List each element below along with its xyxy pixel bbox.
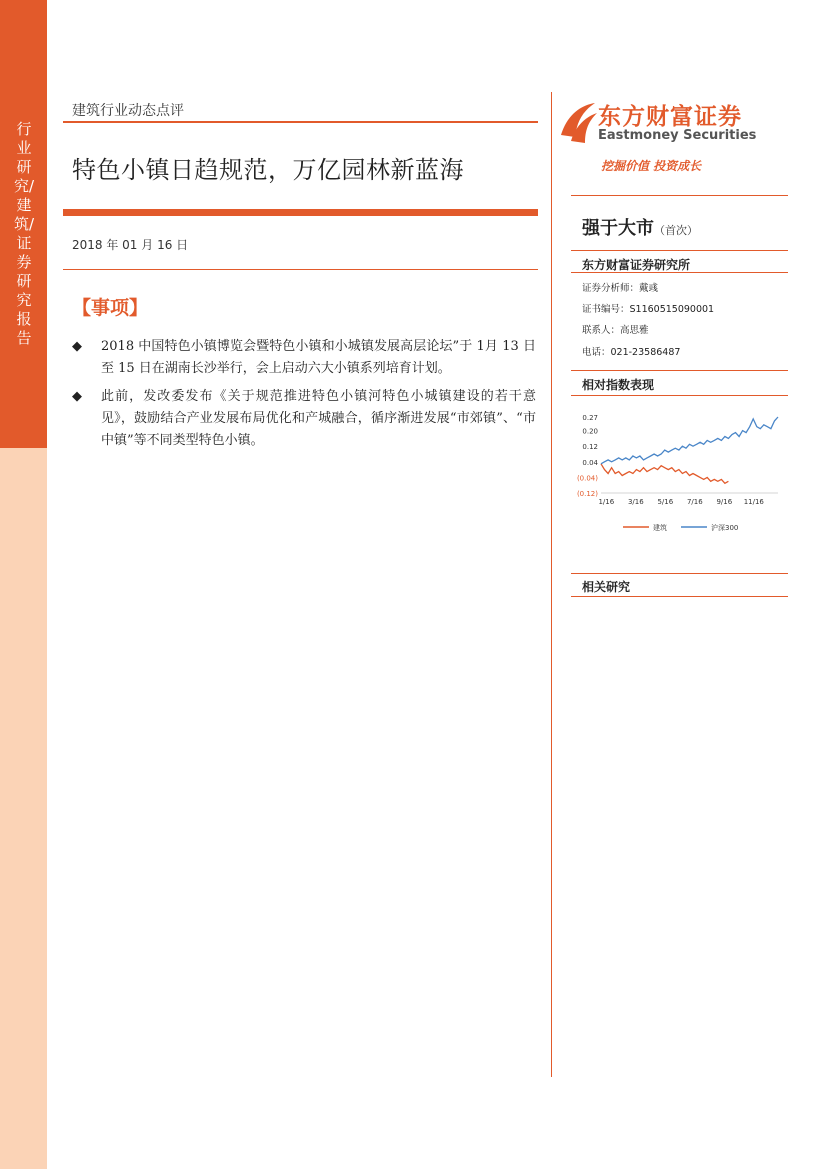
y-tick-label: (0.04)	[576, 474, 598, 483]
cert-no: 证书编号：S1160515090001	[582, 304, 715, 315]
sidebar-band-light	[0, 448, 47, 1169]
contact: 联系人：高思雅	[582, 325, 649, 336]
x-tick-label: 9/16	[716, 498, 733, 506]
list-item	[72, 386, 536, 452]
right-rule	[571, 596, 788, 597]
section-title: 【事项】	[72, 297, 149, 319]
rating-value: 强于大市	[582, 218, 654, 239]
bullet-text: 此前，发改委发布《关于规范推进特色小镇河特色小城镇建设的若干意见》，鼓励结合产业发展布局优化和产城融合，循序渐进发展“市郊镇”、“市中镇”等不同类型特色小镇。	[101, 389, 536, 448]
chart-section-title: 相对指数表现	[582, 378, 655, 392]
x-tick-label: 1/16	[598, 498, 615, 506]
right-rule	[571, 250, 788, 251]
y-tick-label: 0.20	[582, 427, 598, 436]
related-section-title: 相关研究	[582, 580, 631, 594]
report-date: 2018 年 01 月 16 日	[72, 238, 189, 252]
legend-label: 沪深300	[711, 524, 739, 532]
x-tick-label: 5/16	[657, 498, 674, 506]
brand-name-en: Eastmoney Securities	[598, 128, 757, 143]
diamond-bullet-icon: ◆	[72, 339, 82, 354]
right-rule	[571, 195, 788, 196]
x-tick-label: 11/16	[743, 498, 764, 506]
series-line	[601, 464, 728, 484]
right-rule	[571, 573, 788, 574]
page-title: 特色小镇日趋规范，万亿园林新蓝海	[72, 156, 464, 184]
brand-slogan: 挖掘价值 投资成长	[601, 159, 702, 173]
y-tick-label: (0.12)	[576, 490, 598, 498]
date-rule	[63, 269, 538, 270]
y-tick-label: 0.27	[582, 414, 598, 422]
title-bar	[63, 209, 538, 216]
x-tick-label: 7/16	[686, 498, 703, 506]
y-tick-label: 0.12	[582, 443, 598, 452]
y-tick-label: 0.04	[582, 458, 598, 467]
brand-name-cn: 东方财富证券	[598, 104, 742, 130]
phone: 电话：021-23586487	[582, 347, 681, 358]
column-divider	[551, 92, 552, 1077]
sidebar-label: 行业研究/建筑/证券研究报告	[13, 120, 35, 347]
right-rule	[571, 370, 788, 371]
relative-index-chart	[573, 405, 788, 540]
rating	[582, 214, 698, 240]
doc-type: 建筑行业动态点评	[72, 103, 184, 119]
series-line	[601, 417, 778, 464]
institute-name: 东方财富证券研究所	[582, 258, 691, 272]
rating-note: （首次）	[654, 224, 698, 237]
x-tick-label: 3/16	[627, 498, 644, 506]
right-rule	[571, 395, 788, 396]
legend-label: 建筑	[653, 524, 667, 532]
header-rule	[63, 121, 538, 123]
diamond-bullet-icon: ◆	[72, 389, 82, 404]
bullet-text: 2018 中国特色小镇博览会暨特色小镇和小城镇发展高层论坛”于 1月 13 日至 15 日在湖南长沙举行，会上启动六大小镇系列培育计划。	[101, 339, 536, 376]
list-item	[72, 336, 536, 380]
analyst: 证券分析师：戴彧	[582, 283, 659, 294]
right-rule	[571, 272, 788, 273]
